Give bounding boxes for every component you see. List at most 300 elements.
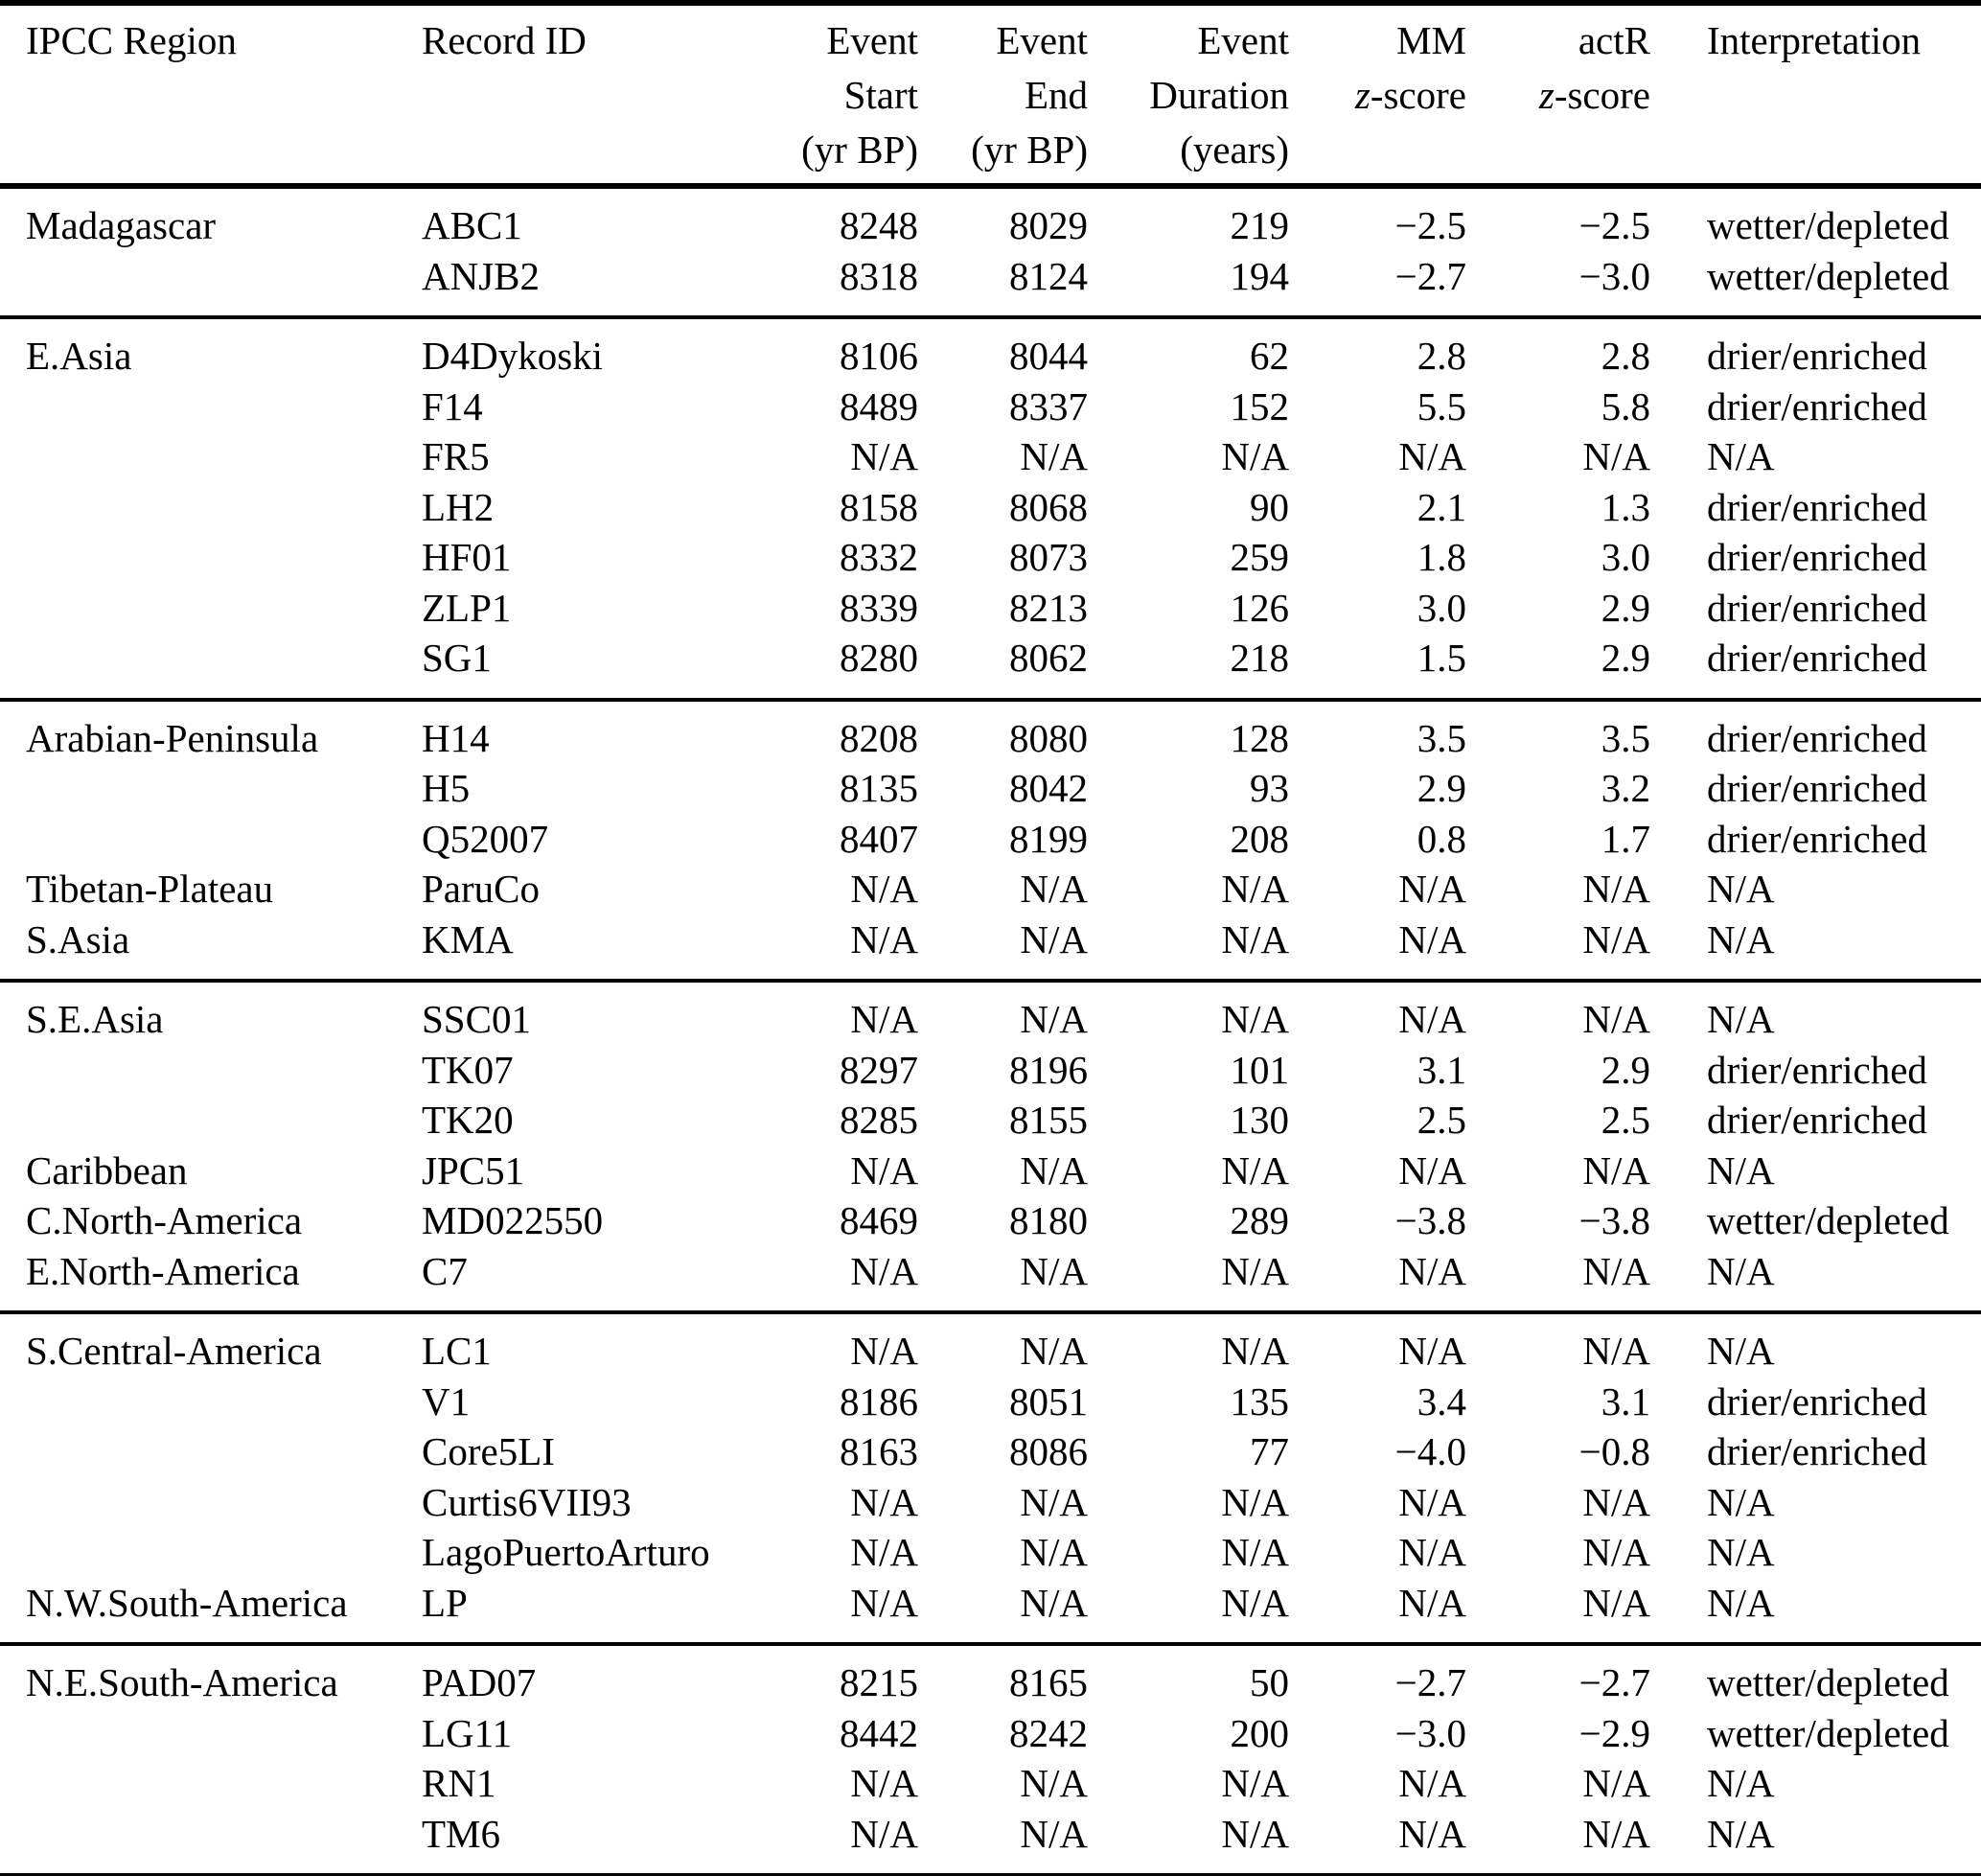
cell-actr-zscore: 5.8 xyxy=(1601,383,1650,428)
cell-event-end: N/A xyxy=(1020,434,1088,478)
cell-event-duration: 194 xyxy=(1230,253,1289,298)
cell-actr-zscore: −2.7 xyxy=(1578,1660,1650,1704)
cell-region: S.Asia xyxy=(26,916,130,961)
cell-record-id: LP xyxy=(422,1580,468,1625)
cell-event-start: 8318 xyxy=(840,253,918,298)
cell-record-id: D4Dykoski xyxy=(422,334,604,378)
cell-mm-zscore: N/A xyxy=(1398,916,1466,961)
cell-actr-zscore: −0.8 xyxy=(1578,1429,1650,1473)
cell-region: E.Asia xyxy=(26,334,132,378)
cell-actr-zscore: 2.9 xyxy=(1601,585,1650,630)
header-line: Event xyxy=(996,18,1088,62)
cell-mm-zscore: 1.5 xyxy=(1417,636,1466,680)
cell-event-end: 8062 xyxy=(1009,636,1088,680)
cell-event-end: 8086 xyxy=(1009,1429,1088,1473)
cell-mm-zscore: N/A xyxy=(1398,997,1466,1041)
cell-actr-zscore: N/A xyxy=(1582,1248,1650,1293)
table-row xyxy=(0,1477,1981,1528)
cell-region xyxy=(0,1527,422,1578)
cell-record-id: ParuCo xyxy=(422,867,540,911)
cell-record-id: ABC1 xyxy=(422,203,522,247)
cell-record-id: TM6 xyxy=(422,1811,500,1856)
cell-event-duration: N/A xyxy=(1221,1761,1289,1805)
cell-interpretation: drier/enriched xyxy=(1707,636,1927,680)
table-section xyxy=(0,317,1981,700)
cell-record-id: FR5 xyxy=(422,434,490,478)
cell-event-end: N/A xyxy=(1020,1248,1088,1293)
cell-event-start: N/A xyxy=(850,1530,918,1574)
header-line: Start xyxy=(843,73,918,117)
table-row xyxy=(0,532,1981,583)
cell-event-end: N/A xyxy=(1020,1761,1088,1805)
cell-event-duration: 101 xyxy=(1230,1047,1289,1092)
cell-record-id: V1 xyxy=(422,1378,471,1424)
cell-event-start: 8106 xyxy=(840,334,918,378)
cell-event-end: 8073 xyxy=(1009,535,1088,579)
header-line: Event xyxy=(1197,18,1289,62)
cell-event-start: 8339 xyxy=(840,585,918,630)
cell-record-id: LH2 xyxy=(422,484,495,529)
table-row xyxy=(0,1644,1981,1708)
table-row xyxy=(0,915,1981,982)
cell-mm-zscore: 3.5 xyxy=(1417,715,1466,760)
header-line: End xyxy=(1024,73,1088,117)
cell-actr-zscore: N/A xyxy=(1582,867,1650,911)
cell-record-id: KMA xyxy=(422,916,514,961)
header-line: (yr BP) xyxy=(801,127,918,172)
cell-mm-zscore: N/A xyxy=(1398,867,1466,911)
table-row xyxy=(0,1377,1981,1427)
cell-event-end: N/A xyxy=(1020,997,1088,1041)
cell-event-start: N/A xyxy=(850,1147,918,1193)
cell-mm-zscore: −2.7 xyxy=(1394,253,1466,298)
cell-region xyxy=(0,482,422,533)
cell-record-id: SG1 xyxy=(422,636,492,680)
cell-region: Madagascar xyxy=(26,203,217,247)
cell-region: Tibetan-Plateau xyxy=(26,867,274,911)
cell-region: N.E.South-America xyxy=(26,1660,338,1704)
cell-event-duration: 126 xyxy=(1230,585,1289,630)
cell-mm-zscore: 0.8 xyxy=(1417,816,1466,861)
cell-event-duration: 208 xyxy=(1230,816,1289,861)
cell-event-end: 8080 xyxy=(1009,715,1088,760)
cell-actr-zscore: N/A xyxy=(1582,1147,1650,1193)
cell-record-id: TK20 xyxy=(422,1098,514,1142)
cell-mm-zscore: 3.4 xyxy=(1417,1378,1466,1424)
cell-event-end: N/A xyxy=(1020,1530,1088,1574)
cell-mm-zscore: N/A xyxy=(1398,1479,1466,1524)
cell-record-id: SSC01 xyxy=(422,997,531,1041)
cell-record-id: MD022550 xyxy=(422,1198,604,1242)
cell-region xyxy=(0,1758,422,1809)
cell-event-end: N/A xyxy=(1020,867,1088,911)
cell-event-start: 8469 xyxy=(840,1198,918,1242)
cell-event-duration: 200 xyxy=(1230,1710,1289,1755)
cell-event-end: 8155 xyxy=(1009,1098,1088,1142)
cell-region xyxy=(0,1708,422,1759)
cell-mm-zscore: N/A xyxy=(1398,1580,1466,1625)
cell-event-start: 8208 xyxy=(840,715,918,760)
cell-event-duration: 259 xyxy=(1230,535,1289,579)
cell-interpretation: drier/enriched xyxy=(1707,766,1927,810)
cell-actr-zscore: 3.2 xyxy=(1601,766,1650,810)
cell-mm-zscore: 2.8 xyxy=(1417,334,1466,378)
cell-event-end: 8068 xyxy=(1009,484,1088,529)
table-row xyxy=(0,431,1981,482)
cell-mm-zscore: 2.9 xyxy=(1417,766,1466,810)
cell-mm-zscore: −2.5 xyxy=(1394,203,1466,247)
cell-interpretation: wetter/depleted xyxy=(1707,253,1949,298)
cell-mm-zscore: N/A xyxy=(1398,434,1466,478)
cell-interpretation: N/A xyxy=(1707,997,1775,1041)
cell-interpretation: drier/enriched xyxy=(1707,715,1927,760)
cell-event-start: N/A xyxy=(850,1761,918,1805)
cell-region xyxy=(0,814,422,865)
cell-region: E.North-America xyxy=(26,1248,300,1293)
cell-actr-zscore: 1.3 xyxy=(1601,484,1650,529)
cell-region xyxy=(0,1095,422,1146)
table-row xyxy=(0,1246,1981,1313)
cell-event-duration: N/A xyxy=(1221,1329,1289,1373)
cell-event-duration: N/A xyxy=(1221,916,1289,961)
cell-mm-zscore: N/A xyxy=(1398,1761,1466,1805)
table-row xyxy=(0,1578,1981,1645)
cell-event-start: 8285 xyxy=(840,1098,918,1142)
cell-interpretation: drier/enriched xyxy=(1707,535,1927,579)
table-row xyxy=(0,981,1981,1045)
cell-event-duration: N/A xyxy=(1221,1248,1289,1293)
table-row xyxy=(0,1312,1981,1377)
cell-actr-zscore: −2.9 xyxy=(1578,1710,1650,1755)
cell-event-start: N/A xyxy=(850,1248,918,1293)
cell-event-start: 8489 xyxy=(840,383,918,428)
cell-event-start: N/A xyxy=(850,916,918,961)
cell-actr-zscore: N/A xyxy=(1582,916,1650,961)
cell-interpretation: drier/enriched xyxy=(1707,383,1927,428)
cell-event-start: 8332 xyxy=(840,535,918,579)
cell-record-id: F14 xyxy=(422,383,483,428)
cell-event-duration: 135 xyxy=(1230,1378,1289,1424)
cell-actr-zscore: 2.5 xyxy=(1601,1098,1650,1142)
cell-region xyxy=(0,763,422,814)
cell-event-start: 8163 xyxy=(840,1429,918,1473)
cell-record-id: JPC51 xyxy=(422,1147,525,1193)
cell-interpretation: drier/enriched xyxy=(1707,1429,1927,1473)
cell-region: C.North-America xyxy=(26,1198,303,1242)
cell-interpretation: N/A xyxy=(1707,867,1775,911)
cell-interpretation: drier/enriched xyxy=(1707,816,1927,861)
header-line: z-score xyxy=(1538,73,1650,117)
cell-event-end: 8180 xyxy=(1009,1198,1088,1242)
cell-region xyxy=(0,532,422,583)
cell-actr-zscore: 1.7 xyxy=(1601,816,1650,861)
table-row xyxy=(0,864,1981,915)
table-row xyxy=(0,763,1981,814)
header-ipcc-region xyxy=(0,3,422,186)
cell-actr-zscore: N/A xyxy=(1582,1811,1650,1856)
cell-region xyxy=(0,431,422,482)
cell-actr-zscore: −2.5 xyxy=(1578,203,1650,247)
cell-event-start: 8215 xyxy=(840,1660,918,1704)
cell-record-id: ZLP1 xyxy=(422,585,512,630)
cell-event-start: N/A xyxy=(850,1479,918,1524)
cell-event-end: 8051 xyxy=(1009,1378,1088,1424)
cell-event-duration: N/A xyxy=(1221,1580,1289,1625)
cell-interpretation: N/A xyxy=(1707,916,1775,961)
cell-interpretation: N/A xyxy=(1707,1329,1775,1373)
header-event-end xyxy=(918,3,1088,186)
cell-interpretation: drier/enriched xyxy=(1707,334,1927,378)
cell-event-start: 8442 xyxy=(840,1710,918,1755)
table-row xyxy=(0,1195,1981,1246)
cell-event-end: N/A xyxy=(1020,1479,1088,1524)
cell-mm-zscore: 5.5 xyxy=(1417,383,1466,428)
cell-actr-zscore: 2.9 xyxy=(1601,636,1650,680)
cell-event-end: 8165 xyxy=(1009,1660,1088,1704)
header-line: IPCC Region xyxy=(26,18,237,62)
cell-actr-zscore: 3.1 xyxy=(1601,1378,1650,1424)
cell-mm-zscore: N/A xyxy=(1398,1530,1466,1574)
cell-actr-zscore: N/A xyxy=(1582,1761,1650,1805)
cell-mm-zscore: −3.8 xyxy=(1394,1198,1466,1242)
table-row xyxy=(0,1426,1981,1477)
header-line: Interpretation xyxy=(1707,18,1922,62)
cell-record-id: HF01 xyxy=(422,535,512,579)
header-line: (years) xyxy=(1180,127,1289,172)
header-row xyxy=(0,3,1981,186)
cell-actr-zscore: 2.8 xyxy=(1601,334,1650,378)
cell-actr-zscore: N/A xyxy=(1582,1329,1650,1373)
cell-event-duration: 130 xyxy=(1230,1098,1289,1142)
cell-interpretation: N/A xyxy=(1707,434,1775,478)
cell-record-id: H14 xyxy=(422,715,490,760)
cell-event-end: N/A xyxy=(1020,1811,1088,1856)
cell-interpretation: N/A xyxy=(1707,1147,1775,1193)
cell-region: S.E.Asia xyxy=(26,997,164,1041)
cell-event-start: N/A xyxy=(850,867,918,911)
cell-region xyxy=(0,1045,422,1096)
cell-event-end: 8242 xyxy=(1009,1710,1088,1755)
table-row xyxy=(0,1527,1981,1578)
cell-region: S.Central-America xyxy=(26,1329,322,1373)
header-event-start xyxy=(757,3,918,186)
cell-actr-zscore: N/A xyxy=(1582,997,1650,1041)
header-actr-zscore xyxy=(1466,3,1650,186)
cell-region xyxy=(0,633,422,700)
cell-interpretation: drier/enriched xyxy=(1707,484,1927,529)
cell-mm-zscore: 3.1 xyxy=(1417,1047,1466,1092)
cell-region xyxy=(0,1809,422,1876)
table-row xyxy=(0,1758,1981,1809)
table-row xyxy=(0,583,1981,634)
cell-region xyxy=(0,1426,422,1477)
cell-event-duration: N/A xyxy=(1221,867,1289,911)
header-mm-zscore xyxy=(1289,3,1466,186)
cell-mm-zscore: −4.0 xyxy=(1394,1429,1466,1473)
cell-mm-zscore: N/A xyxy=(1398,1248,1466,1293)
header-line: Record ID xyxy=(422,18,587,62)
table-row xyxy=(0,1809,1981,1876)
cell-interpretation: N/A xyxy=(1707,1479,1775,1524)
header-line: Duration xyxy=(1149,73,1289,117)
cell-event-duration: N/A xyxy=(1221,1479,1289,1524)
cell-actr-zscore: N/A xyxy=(1582,434,1650,478)
table-row xyxy=(0,1095,1981,1146)
cell-event-start: N/A xyxy=(850,1580,918,1625)
cell-event-duration: N/A xyxy=(1221,1811,1289,1856)
cell-event-start: N/A xyxy=(850,1329,918,1373)
cell-interpretation: drier/enriched xyxy=(1707,1098,1927,1142)
table-row xyxy=(0,382,1981,432)
cell-mm-zscore: 2.1 xyxy=(1417,484,1466,529)
cell-event-duration: 90 xyxy=(1250,484,1289,529)
cell-event-end: N/A xyxy=(1020,1580,1088,1625)
cell-event-duration: 152 xyxy=(1230,383,1289,428)
cell-interpretation: N/A xyxy=(1707,1761,1775,1805)
cell-region: Caribbean xyxy=(26,1147,188,1193)
cell-mm-zscore: 3.0 xyxy=(1417,585,1466,630)
cell-event-start: 8135 xyxy=(840,766,918,810)
table-row xyxy=(0,633,1981,700)
cell-interpretation: N/A xyxy=(1707,1530,1775,1574)
cell-record-id: PAD07 xyxy=(422,1660,537,1704)
cell-interpretation: drier/enriched xyxy=(1707,1047,1927,1092)
cell-mm-zscore: N/A xyxy=(1398,1329,1466,1373)
cell-mm-zscore: 1.8 xyxy=(1417,535,1466,579)
cell-event-start: 8158 xyxy=(840,484,918,529)
cell-actr-zscore: N/A xyxy=(1582,1580,1650,1625)
cell-actr-zscore: N/A xyxy=(1582,1530,1650,1574)
cell-event-end: 8213 xyxy=(1009,585,1088,630)
cell-interpretation: wetter/depleted xyxy=(1707,1660,1949,1704)
cell-record-id: H5 xyxy=(422,766,471,810)
cell-event-duration: 128 xyxy=(1230,715,1289,760)
cell-event-end: 8196 xyxy=(1009,1047,1088,1092)
cell-event-duration: N/A xyxy=(1221,1147,1289,1193)
header-event-duration xyxy=(1088,3,1289,186)
cell-event-end: 8042 xyxy=(1009,766,1088,810)
cell-record-id: RN1 xyxy=(422,1761,496,1805)
table-row xyxy=(0,1146,1981,1196)
cell-region xyxy=(0,1477,422,1528)
cell-region xyxy=(0,1377,422,1427)
table-row xyxy=(0,186,1981,251)
cell-record-id: LG11 xyxy=(422,1710,513,1755)
cell-event-end: 8337 xyxy=(1009,383,1088,428)
cell-record-id: ANJB2 xyxy=(422,253,541,298)
cell-event-start: 8407 xyxy=(840,816,918,861)
cell-interpretation: wetter/depleted xyxy=(1707,1710,1949,1755)
cell-event-end: 8124 xyxy=(1009,253,1088,298)
cell-actr-zscore: −3.0 xyxy=(1578,253,1650,298)
cell-event-end: 8044 xyxy=(1009,334,1088,378)
table-row xyxy=(0,814,1981,865)
cell-region xyxy=(0,382,422,432)
cell-event-duration: 62 xyxy=(1250,334,1289,378)
cell-event-end: N/A xyxy=(1020,1147,1088,1193)
cell-event-start: 8248 xyxy=(840,203,918,247)
header-line: Event xyxy=(826,18,918,62)
cell-event-start: N/A xyxy=(850,1811,918,1856)
cell-interpretation: wetter/depleted xyxy=(1707,1198,1949,1242)
header-line: (yr BP) xyxy=(971,127,1088,172)
cell-event-duration: N/A xyxy=(1221,997,1289,1041)
cell-actr-zscore: 3.0 xyxy=(1601,535,1650,579)
cell-record-id: Core5LI xyxy=(422,1429,555,1473)
table-header xyxy=(0,3,1981,186)
table-row xyxy=(0,482,1981,533)
header-line: z-score xyxy=(1354,73,1466,117)
cell-region: N.W.South-America xyxy=(26,1580,348,1625)
cell-mm-zscore: N/A xyxy=(1398,1147,1466,1193)
cell-event-duration: 77 xyxy=(1250,1429,1289,1473)
cell-event-end: N/A xyxy=(1020,1329,1088,1373)
table-section xyxy=(0,1312,1981,1644)
cell-actr-zscore: N/A xyxy=(1582,1479,1650,1524)
cell-event-start: N/A xyxy=(850,434,918,478)
cell-interpretation: N/A xyxy=(1707,1580,1775,1625)
header-interpretation xyxy=(1650,3,1981,186)
cell-event-end: 8029 xyxy=(1009,203,1088,247)
cell-interpretation: N/A xyxy=(1707,1248,1775,1293)
header-line: MM xyxy=(1396,18,1466,62)
cell-record-id: Q52007 xyxy=(422,816,549,861)
table-section xyxy=(0,981,1981,1312)
cell-event-start: N/A xyxy=(850,997,918,1041)
cell-actr-zscore: 2.9 xyxy=(1601,1047,1650,1092)
cell-mm-zscore: −3.0 xyxy=(1394,1710,1466,1755)
cell-interpretation: wetter/depleted xyxy=(1707,203,1949,247)
table-section xyxy=(0,700,1981,982)
cell-mm-zscore: 2.5 xyxy=(1417,1098,1466,1142)
header-line: actR xyxy=(1578,18,1650,62)
cell-record-id: C7 xyxy=(422,1248,468,1293)
cell-event-duration: 218 xyxy=(1230,636,1289,680)
cell-event-start: 8297 xyxy=(840,1047,918,1092)
cell-mm-zscore: N/A xyxy=(1398,1811,1466,1856)
table-row xyxy=(0,1708,1981,1759)
cell-interpretation: N/A xyxy=(1707,1811,1775,1856)
cell-actr-zscore: −3.8 xyxy=(1578,1198,1650,1242)
cell-record-id: LagoPuertoArturo xyxy=(422,1530,710,1574)
cell-event-end: 8199 xyxy=(1009,816,1088,861)
cell-interpretation: drier/enriched xyxy=(1707,585,1927,630)
table-section xyxy=(0,1644,1981,1876)
cell-event-start: 8186 xyxy=(840,1378,918,1424)
cell-actr-zscore: 3.5 xyxy=(1601,715,1650,760)
cell-record-id: TK07 xyxy=(422,1047,514,1092)
header-record-id xyxy=(422,3,757,186)
cell-event-start: 8280 xyxy=(840,636,918,680)
cell-event-duration: 289 xyxy=(1230,1198,1289,1242)
cell-event-duration: 93 xyxy=(1250,766,1289,810)
table-row xyxy=(0,1045,1981,1096)
cell-record-id: Curtis6VII93 xyxy=(422,1479,632,1524)
table-row xyxy=(0,251,1981,318)
cell-region xyxy=(0,583,422,634)
table-row xyxy=(0,317,1981,382)
cell-region xyxy=(0,251,422,318)
cell-event-duration: N/A xyxy=(1221,1530,1289,1574)
cell-event-duration: 50 xyxy=(1250,1660,1289,1704)
table-row xyxy=(0,700,1981,764)
cell-record-id: LC1 xyxy=(422,1329,492,1373)
cell-event-duration: N/A xyxy=(1221,434,1289,478)
table-section xyxy=(0,186,1981,317)
cell-interpretation: drier/enriched xyxy=(1707,1378,1927,1424)
cell-region: Arabian-Peninsula xyxy=(26,715,319,760)
cell-mm-zscore: −2.7 xyxy=(1394,1660,1466,1704)
